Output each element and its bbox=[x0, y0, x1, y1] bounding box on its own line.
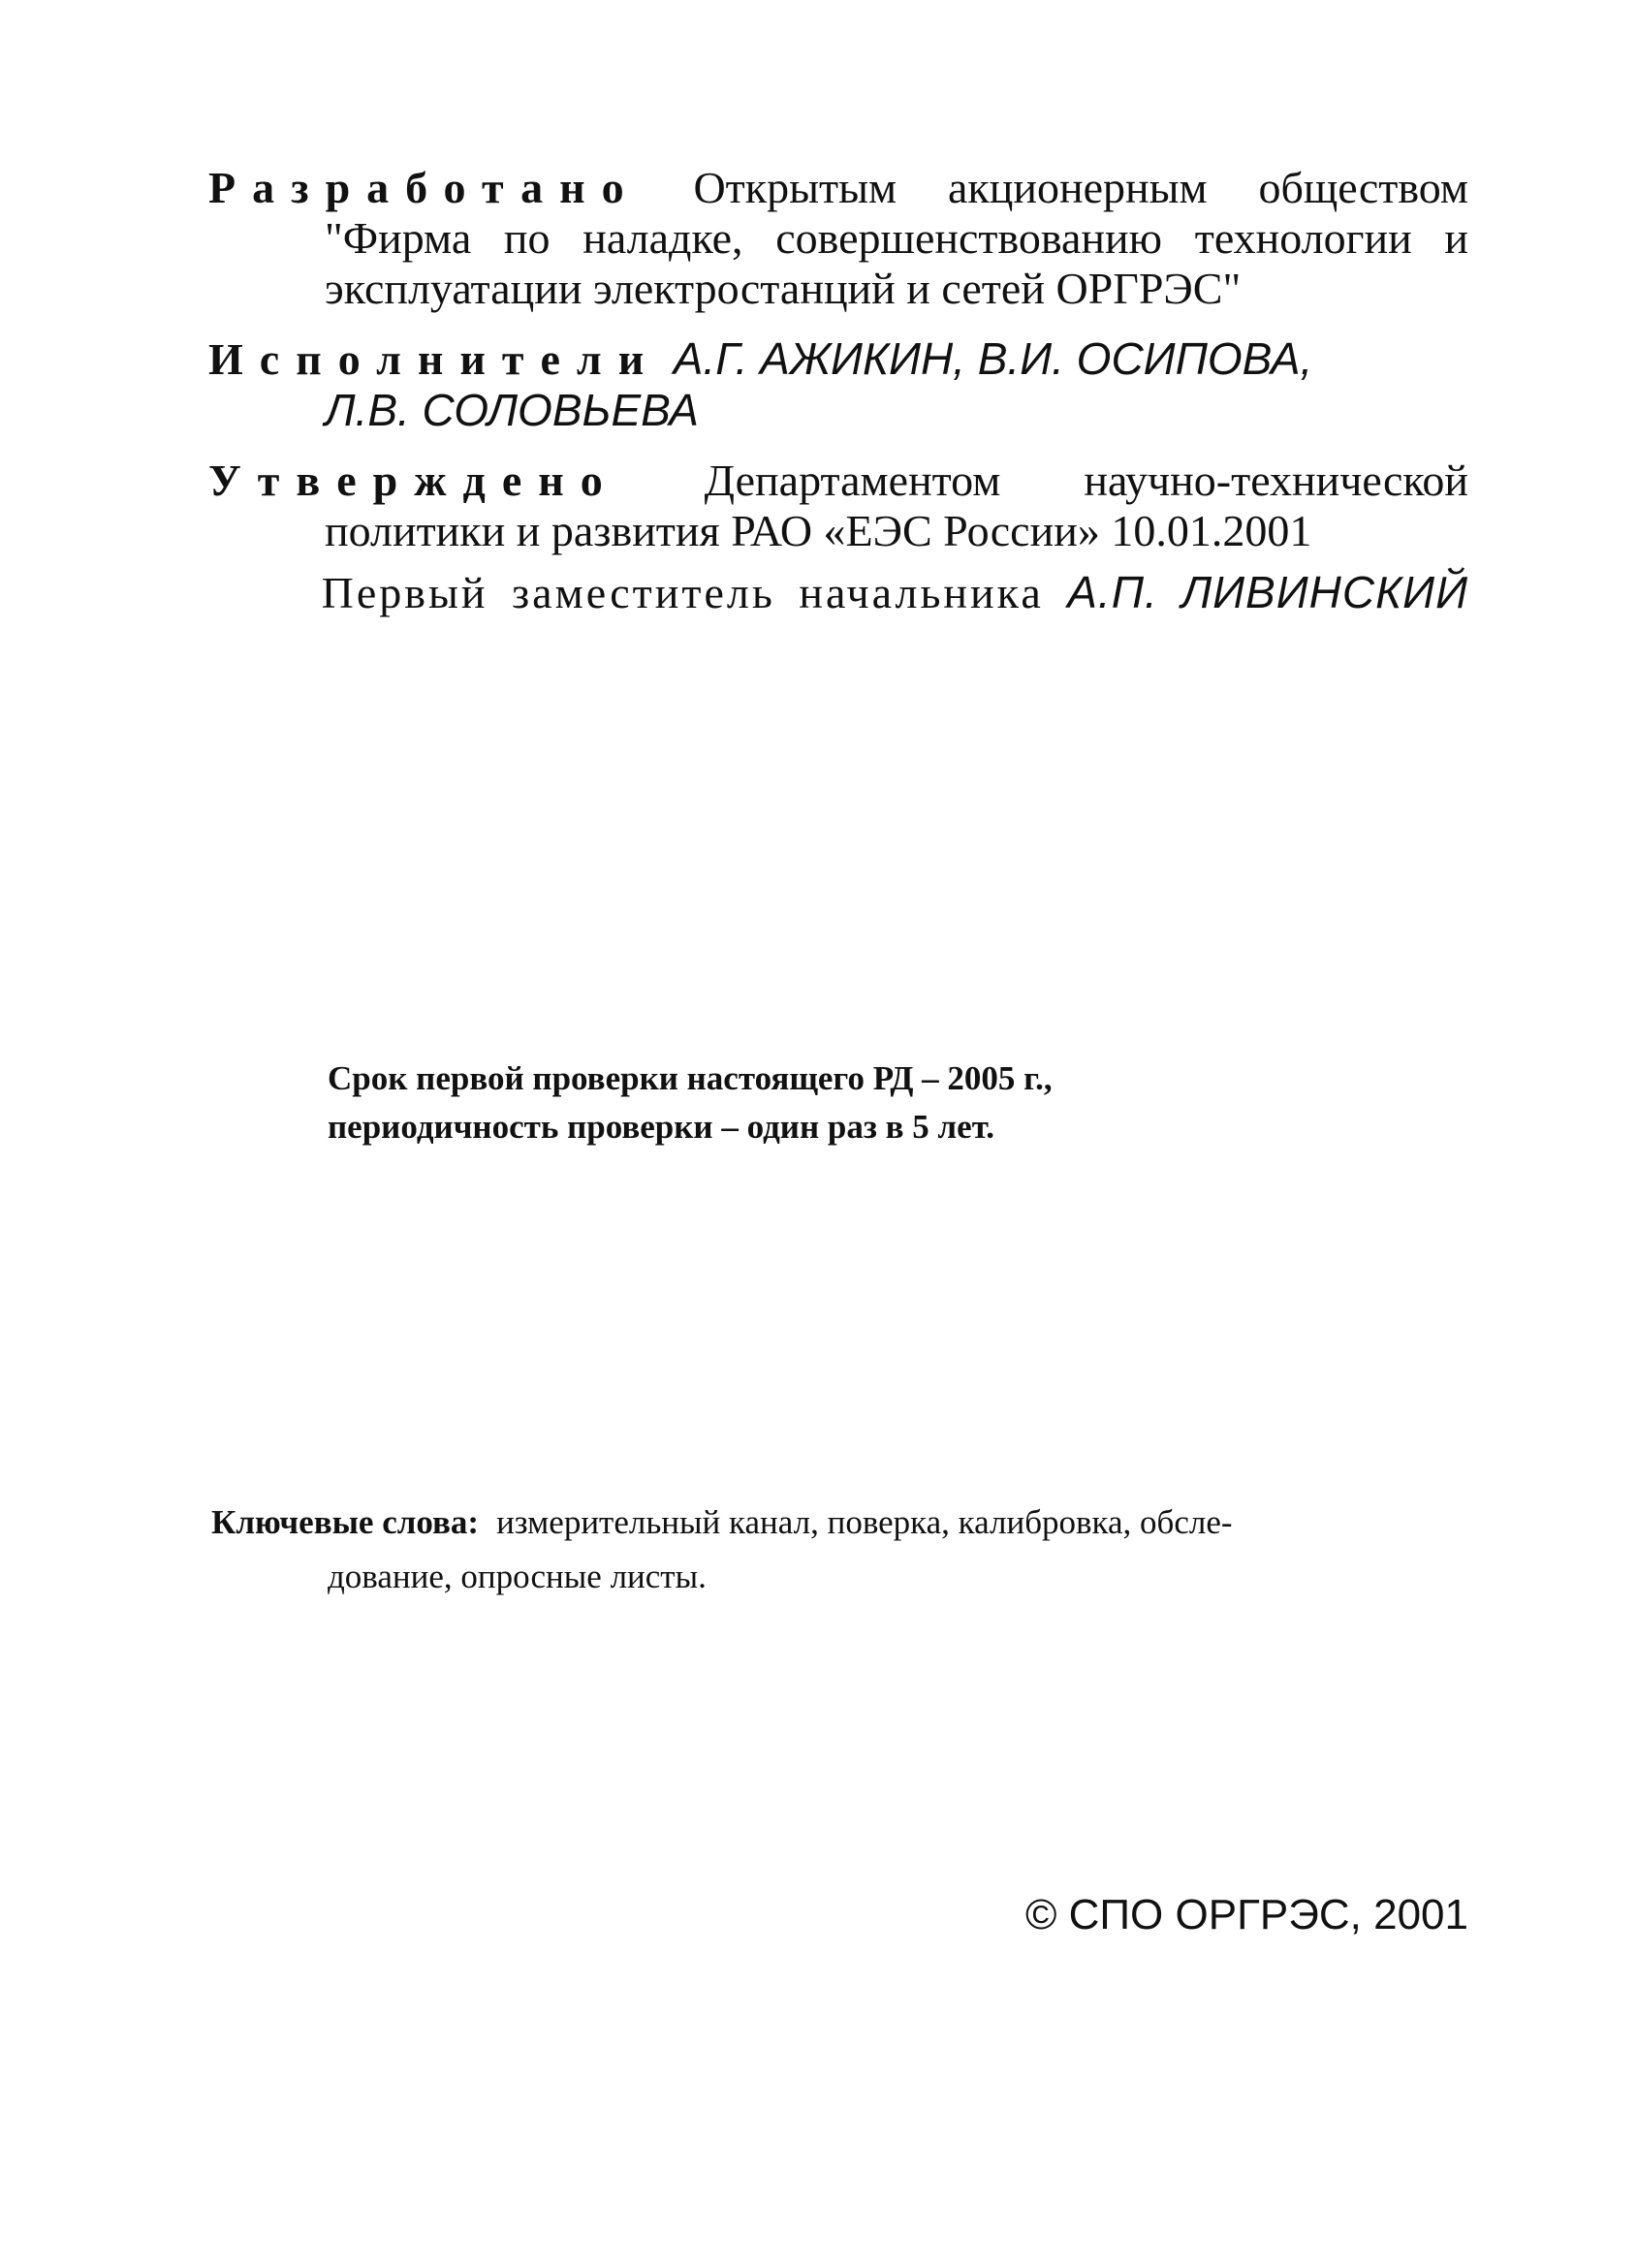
authors-entry bbox=[208, 333, 1468, 436]
authors-line-2: Л.В. СОЛОВЬЕВА bbox=[325, 385, 699, 435]
signer-name: А.П. ЛИВИНСКИЙ bbox=[1067, 567, 1468, 617]
credits-block bbox=[208, 163, 1468, 576]
keywords-label: Ключевые слова: bbox=[211, 1503, 480, 1541]
authors-label: Исполнители bbox=[208, 334, 661, 384]
keywords-line-1: измерительный канал, поверка, калибровка, обсле- bbox=[496, 1503, 1233, 1541]
review-notice bbox=[328, 1055, 1297, 1151]
review-line-1: Срок первой проверки настоящего РД – 2005 г., bbox=[328, 1059, 1053, 1097]
copyright-notice: © СПО ОРГРЭС, 2001 bbox=[1025, 1891, 1468, 1938]
keywords-block bbox=[211, 1496, 1471, 1604]
approved-entry bbox=[208, 456, 1468, 556]
developed-label: Разработано bbox=[208, 163, 641, 212]
authors-line-1: А.Г. АЖИКИН, В.И. ОСИПОВА, bbox=[673, 333, 1313, 384]
developed-line-1: Открытым акционерным обществом bbox=[693, 163, 1468, 212]
review-line-2: периодичность проверки – один раз в 5 лет. bbox=[328, 1108, 995, 1146]
signer-position: Первый заместитель начальника bbox=[321, 568, 1044, 617]
developed-line-2: "Фирма по наладке, совершенствованию технологии и bbox=[325, 213, 1468, 263]
keywords-line-2: дование, опросные листы. bbox=[328, 1558, 707, 1595]
signer-line bbox=[281, 567, 1468, 618]
developed-entry bbox=[208, 163, 1468, 314]
approved-label: Утверждено bbox=[208, 456, 619, 505]
approved-line-1: Департаментом научно-технической bbox=[704, 456, 1468, 505]
developed-line-3: эксплуатации электростанций и сетей ОРГРЭС" bbox=[325, 264, 1242, 313]
approved-line-2: политики и развития РАО «ЕЭС России» 10.01.2001 bbox=[325, 506, 1312, 555]
keywords-line-1-row bbox=[211, 1496, 1471, 1550]
